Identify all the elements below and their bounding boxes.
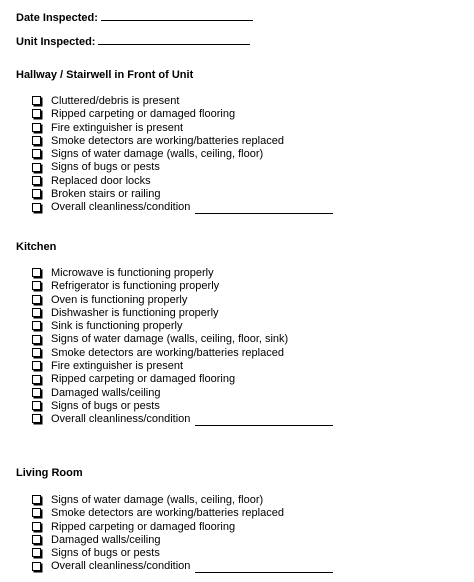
checklist-item-label: Signs of water damage (walls, ceiling, floor, sink) bbox=[51, 333, 289, 346]
checklist-item[interactable] bbox=[32, 201, 333, 214]
checkbox[interactable] bbox=[32, 388, 41, 397]
checklist-item-label: Signs of bugs or pests bbox=[51, 547, 160, 560]
checklist-item[interactable] bbox=[32, 400, 333, 413]
checklist-item-label: Microwave is functioning properly bbox=[51, 267, 214, 279]
checklist-item[interactable] bbox=[32, 161, 333, 174]
checklist-item-label: Oven is functioning properly bbox=[51, 293, 188, 306]
checklist-item[interactable] bbox=[32, 320, 333, 333]
date-inspected-blank[interactable] bbox=[101, 9, 253, 21]
checklist-item-label: Damaged walls/ceiling bbox=[51, 533, 161, 546]
checkbox[interactable] bbox=[32, 414, 41, 423]
checklist-item[interactable] bbox=[32, 148, 333, 161]
checklist-item[interactable] bbox=[32, 560, 333, 573]
checkbox[interactable] bbox=[32, 562, 41, 571]
checklist-item-label: Replaced door locks bbox=[51, 174, 151, 187]
checklist-item-label: Ripped carpeting or damaged flooring bbox=[51, 373, 236, 386]
checkbox[interactable] bbox=[32, 189, 41, 198]
checkbox[interactable] bbox=[32, 535, 41, 544]
checklist-item[interactable] bbox=[32, 521, 333, 534]
checkbox[interactable] bbox=[32, 335, 41, 344]
checkbox[interactable] bbox=[32, 176, 41, 185]
section-title-hallway: Hallway / Stairwell in Front of Unit bbox=[16, 69, 194, 81]
checkbox[interactable] bbox=[32, 281, 41, 290]
checklist-item[interactable] bbox=[32, 294, 333, 307]
checklist-item-label: Fire extinguisher is present bbox=[51, 121, 184, 134]
checkbox[interactable] bbox=[32, 348, 41, 357]
checklist-item[interactable] bbox=[32, 95, 333, 108]
checklist-kitchen bbox=[32, 267, 333, 427]
checkbox[interactable] bbox=[32, 508, 41, 517]
checkbox[interactable] bbox=[32, 203, 41, 212]
checkbox[interactable] bbox=[32, 361, 41, 370]
date-inspected-field[interactable] bbox=[16, 9, 253, 24]
checklist-item-label: Signs of bugs or pests bbox=[51, 399, 160, 412]
checklist-item[interactable] bbox=[32, 507, 333, 520]
checklist-item[interactable] bbox=[32, 280, 333, 293]
checklist-item[interactable] bbox=[32, 387, 333, 400]
checklist-item-label: Smoke detectors are working/batteries replaced bbox=[51, 346, 284, 359]
checklist-item[interactable] bbox=[32, 360, 333, 373]
checkbox[interactable] bbox=[32, 401, 41, 410]
checklist-item-label: Signs of water damage (walls, ceiling, floor) bbox=[51, 494, 264, 506]
checkbox[interactable] bbox=[32, 522, 41, 531]
checkbox[interactable] bbox=[32, 308, 41, 317]
checklist-item-label: Smoke detectors are working/batteries replaced bbox=[51, 507, 284, 520]
checklist-item-label: Ripped carpeting or damaged flooring bbox=[51, 108, 236, 121]
checklist-item[interactable] bbox=[32, 188, 333, 201]
checklist-item-label: Smoke detectors are working/batteries replaced bbox=[51, 134, 284, 147]
checklist-item-label: Signs of water damage (walls, ceiling, floor) bbox=[51, 148, 264, 161]
section-title-kitchen: Kitchen bbox=[16, 241, 57, 253]
checklist-item-label: Ripped carpeting or damaged flooring bbox=[51, 520, 236, 533]
checklist-item-label: Fire extinguisher is present bbox=[51, 360, 184, 373]
checklist-item-label: Overall cleanliness/condition bbox=[51, 413, 191, 426]
checkbox[interactable] bbox=[32, 123, 41, 132]
checkbox[interactable] bbox=[32, 495, 41, 504]
checklist-item[interactable] bbox=[32, 307, 333, 320]
checklist-item[interactable] bbox=[32, 267, 333, 280]
checklist-item[interactable] bbox=[32, 122, 333, 135]
checklist-item[interactable] bbox=[32, 413, 333, 426]
condition-blank[interactable] bbox=[195, 414, 333, 426]
checkbox[interactable] bbox=[32, 548, 41, 557]
unit-inspected-blank[interactable] bbox=[98, 33, 250, 45]
condition-blank[interactable] bbox=[195, 202, 333, 214]
checklist-item-label: Overall cleanliness/condition bbox=[51, 560, 191, 573]
checklist-item-label: Broken stairs or railing bbox=[51, 188, 161, 201]
checklist-item-label: Refrigerator is functioning properly bbox=[51, 280, 220, 293]
checklist-item[interactable] bbox=[32, 534, 333, 547]
checklist-hallway bbox=[32, 95, 333, 215]
checklist-item[interactable] bbox=[32, 175, 333, 188]
checkbox[interactable] bbox=[32, 163, 41, 172]
checklist-item-label: Dishwasher is functioning properly bbox=[51, 306, 219, 319]
checklist-living-room bbox=[32, 494, 333, 574]
checkbox[interactable] bbox=[32, 268, 41, 277]
checkbox[interactable] bbox=[32, 96, 41, 105]
checkbox[interactable] bbox=[32, 149, 41, 158]
checkbox[interactable] bbox=[32, 136, 41, 145]
section-title-living-room: Living Room bbox=[16, 467, 83, 479]
checkbox[interactable] bbox=[32, 375, 41, 384]
checklist-item[interactable] bbox=[32, 547, 333, 560]
unit-inspected-label: Unit Inspected: bbox=[16, 36, 96, 48]
checklist-item-label: Cluttered/debris is present bbox=[51, 95, 180, 107]
checklist-item[interactable] bbox=[32, 108, 333, 121]
date-inspected-label: Date Inspected: bbox=[16, 12, 98, 24]
checklist-item[interactable] bbox=[32, 135, 333, 148]
checklist-item[interactable] bbox=[32, 494, 333, 507]
checklist-item-label: Signs of bugs or pests bbox=[51, 161, 160, 174]
checkbox[interactable] bbox=[32, 321, 41, 330]
checkbox[interactable] bbox=[32, 295, 41, 304]
checkbox[interactable] bbox=[32, 109, 41, 118]
checklist-item-label: Overall cleanliness/condition bbox=[51, 201, 191, 214]
checklist-item[interactable] bbox=[32, 373, 333, 386]
condition-blank[interactable] bbox=[195, 561, 333, 573]
checklist-item-label: Sink is functioning properly bbox=[51, 320, 183, 333]
checklist-item-label: Damaged walls/ceiling bbox=[51, 386, 161, 399]
checklist-item[interactable] bbox=[32, 347, 333, 360]
checklist-item[interactable] bbox=[32, 333, 333, 346]
unit-inspected-field[interactable] bbox=[16, 33, 250, 48]
